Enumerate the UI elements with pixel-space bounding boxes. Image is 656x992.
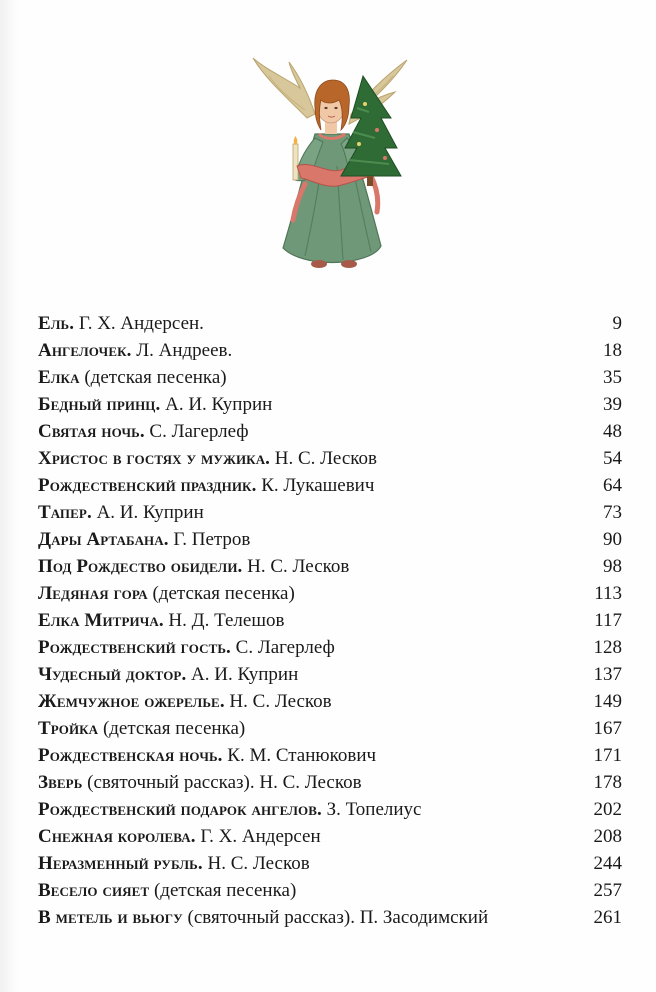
toc-entry	[38, 580, 622, 607]
toc-entry	[38, 715, 622, 742]
story-author: Л. Андреев.	[131, 340, 233, 361]
toc-entry	[38, 904, 622, 931]
page-number: 167	[593, 718, 622, 739]
story-author: С. Лагерлеф	[144, 421, 249, 442]
story-author: Н. С. Лесков	[224, 691, 332, 712]
story-author: (детская песенка)	[79, 367, 227, 388]
page-number: 208	[593, 826, 622, 847]
toc-entry	[38, 337, 622, 364]
page-number: 244	[593, 853, 622, 874]
page-number: 39	[603, 394, 622, 415]
toc-entry	[38, 499, 622, 526]
toc-entry-title	[38, 715, 245, 742]
story-title: В метель и вьюгу	[38, 907, 183, 928]
story-author: Г. Х. Андерсен.	[74, 313, 204, 334]
story-title: Елка	[38, 367, 80, 388]
story-title: Зверь	[38, 772, 83, 793]
toc-entry-title	[38, 796, 421, 823]
toc-entry-title	[38, 607, 284, 634]
toc-entry-title	[38, 499, 204, 526]
toc-entry-title	[38, 391, 272, 418]
toc-entry	[38, 391, 622, 418]
story-title: Святая ночь.	[38, 421, 145, 442]
page-number: 171	[593, 745, 622, 766]
page-number: 261	[593, 907, 622, 928]
toc-entry-title	[38, 418, 249, 445]
page-edge-shadow	[0, 0, 18, 992]
toc-entry-title	[38, 688, 332, 715]
page-number: 128	[593, 637, 622, 658]
story-title: Христос в гостях у мужика.	[38, 448, 271, 469]
toc-entry-title	[38, 472, 374, 499]
story-author: Н. С. Лесков	[270, 448, 378, 469]
toc-entry	[38, 310, 622, 337]
toc-entry-title	[38, 526, 250, 553]
toc-entry-title	[38, 850, 310, 877]
story-title: Неразменный рубль.	[38, 853, 203, 874]
page-number: 35	[603, 367, 622, 388]
story-author: З. Топелиус	[321, 799, 422, 820]
toc-entry	[38, 607, 622, 634]
toc-entry	[38, 661, 622, 688]
story-author: Г. Петров	[168, 529, 251, 550]
angel-illustration	[245, 48, 415, 278]
story-author: Н. С. Лесков	[242, 556, 350, 577]
page-number: 90	[603, 529, 622, 550]
story-author: (детская песенка)	[147, 583, 295, 604]
story-title: Тройка	[38, 718, 99, 739]
page-number: 257	[593, 880, 622, 901]
story-title: Весело сияет	[38, 880, 150, 901]
story-title: Жемчужное ожерелье.	[38, 691, 225, 712]
toc-entry	[38, 472, 622, 499]
story-author: Н. Д. Телешов	[163, 610, 285, 631]
page-number: 73	[603, 502, 622, 523]
page-number: 18	[603, 340, 622, 361]
story-title: Ледяная гора	[38, 583, 148, 604]
toc-entry-title	[38, 364, 227, 391]
story-author: К. М. Станюкович	[222, 745, 377, 766]
page-number: 137	[593, 664, 622, 685]
page-number: 48	[603, 421, 622, 442]
story-title: Снежная королева.	[38, 826, 196, 847]
story-author: Н. С. Лесков	[202, 853, 310, 874]
story-author: А. И. Куприн	[91, 502, 204, 523]
toc-entry	[38, 418, 622, 445]
toc-entry	[38, 823, 622, 850]
story-title: Ангелочек.	[38, 340, 132, 361]
story-title: Под Рождество обидели.	[38, 556, 243, 577]
toc-entry	[38, 634, 622, 661]
story-title: Бедный принц.	[38, 394, 161, 415]
story-author: А. И. Куприн	[160, 394, 273, 415]
toc-entry-title	[38, 661, 298, 688]
story-title: Тапер.	[38, 502, 92, 523]
story-author: (святочный рассказ). П. Засодимский	[182, 907, 489, 928]
story-author: (детская песенка)	[149, 880, 297, 901]
page-number: 54	[603, 448, 622, 469]
page-number: 202	[593, 799, 622, 820]
page-number: 113	[594, 583, 622, 604]
toc-entry	[38, 742, 622, 769]
story-title: Рождественский подарок ангелов.	[38, 799, 322, 820]
toc-entry	[38, 526, 622, 553]
toc-entry	[38, 688, 622, 715]
page-number: 9	[612, 313, 622, 334]
table-of-contents	[38, 310, 622, 931]
toc-entry	[38, 796, 622, 823]
story-title: Елка Митрича.	[38, 610, 164, 631]
toc-entry	[38, 553, 622, 580]
story-title: Рождественский гость.	[38, 637, 231, 658]
story-author: Г. Х. Андерсен	[195, 826, 321, 847]
story-title: Рождественская ночь.	[38, 745, 223, 766]
toc-entry-title	[38, 769, 362, 796]
story-title: Рождественский праздник.	[38, 475, 257, 496]
story-author: (детская песенка)	[98, 718, 246, 739]
toc-entry	[38, 769, 622, 796]
toc-entry-title	[38, 445, 377, 472]
toc-entry-title	[38, 742, 376, 769]
page-number: 64	[603, 475, 622, 496]
toc-entry-title	[38, 877, 296, 904]
page-number: 149	[593, 691, 622, 712]
toc-entry-title	[38, 634, 335, 661]
page-number: 98	[603, 556, 622, 577]
toc-entry-title	[38, 310, 204, 337]
toc-entry	[38, 364, 622, 391]
toc-entry-title	[38, 337, 232, 364]
story-author: С. Лагерлеф	[230, 637, 335, 658]
story-title: Дары Артабана.	[38, 529, 169, 550]
story-author: (святочный рассказ). Н. С. Лесков	[82, 772, 362, 793]
toc-entry-title	[38, 580, 295, 607]
story-title: Чудесный доктор.	[38, 664, 187, 685]
toc-entry	[38, 445, 622, 472]
page-number: 178	[593, 772, 622, 793]
page-number: 117	[594, 610, 622, 631]
toc-entry	[38, 877, 622, 904]
angel-with-christmas-tree-icon	[245, 48, 415, 278]
toc-entry	[38, 850, 622, 877]
story-title: Ель.	[38, 313, 75, 334]
story-author: К. Лукашевич	[256, 475, 375, 496]
toc-entry-title	[38, 823, 321, 850]
toc-entry-title	[38, 904, 488, 931]
toc-entry-title	[38, 553, 349, 580]
story-author: А. И. Куприн	[186, 664, 299, 685]
